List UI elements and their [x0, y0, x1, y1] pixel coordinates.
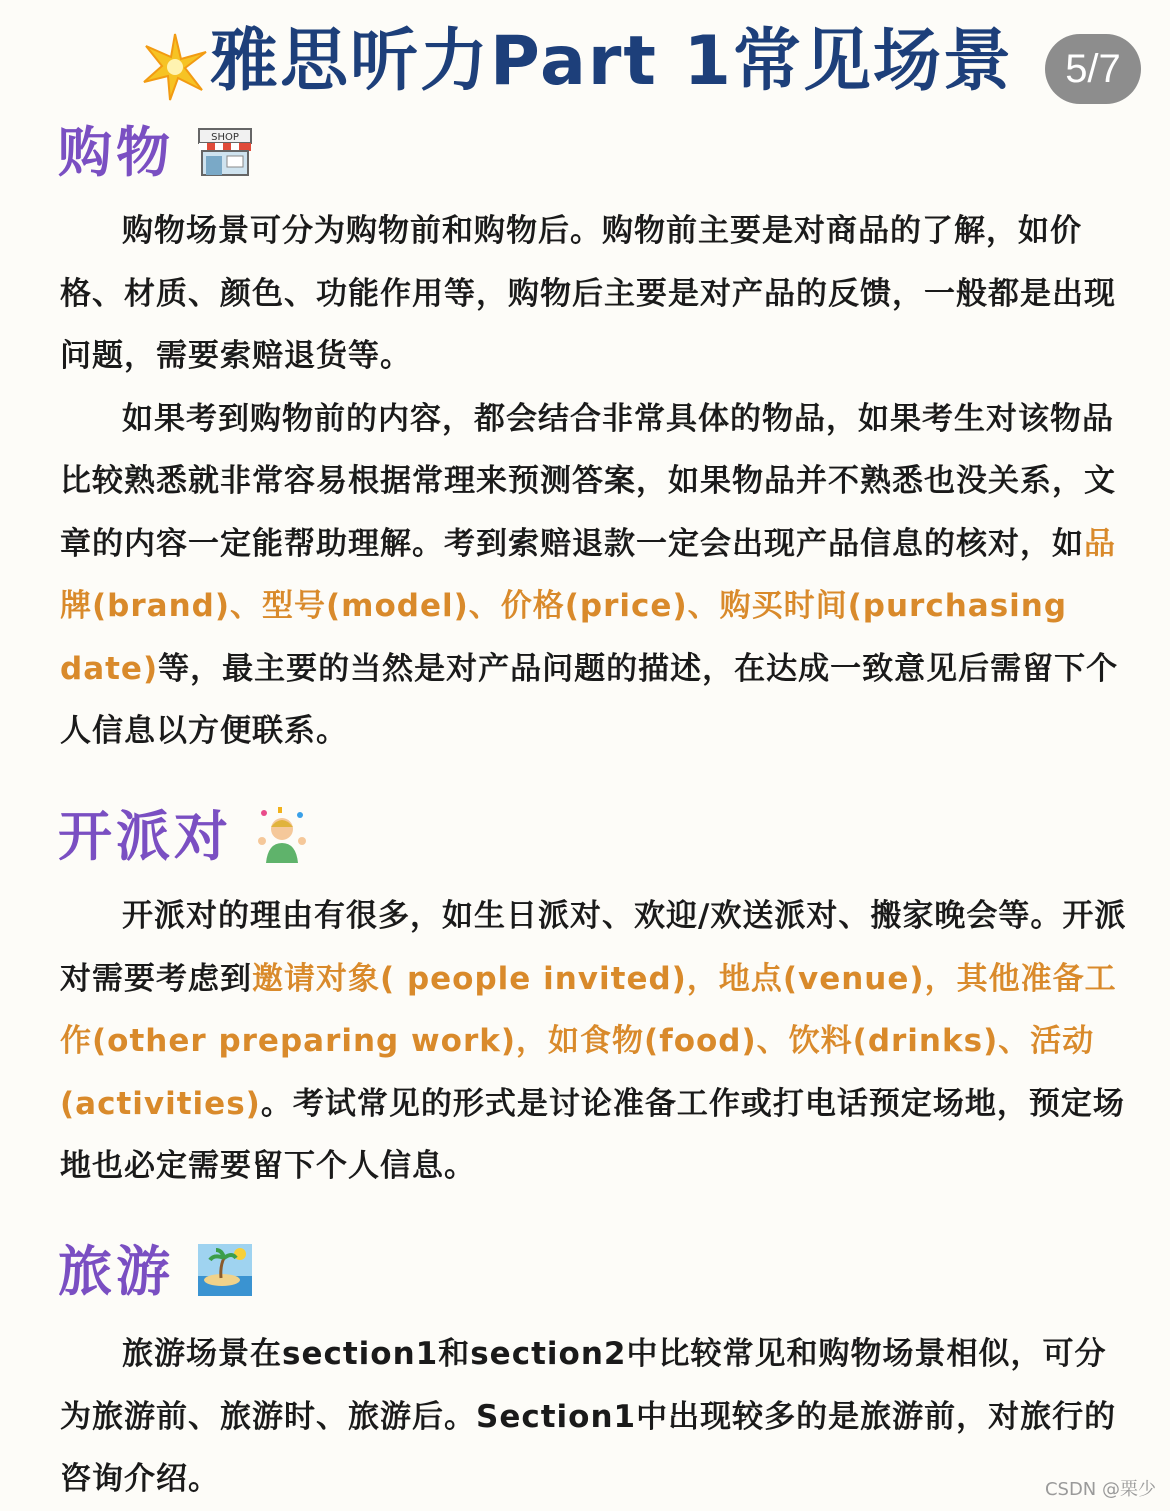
- shop-icon: [196, 123, 254, 183]
- section-title-party: 开派对: [58, 805, 232, 868]
- section-party-header: [58, 802, 310, 872]
- section-title-shopping: 购物: [58, 121, 174, 184]
- page-title: 雅思听力Part 1常见场景: [210, 22, 1013, 101]
- text-run: 开派对的理由有很多，如生日派对、欢迎/欢送派对、搬家晚会等。开派对需要考虑到: [60, 898, 1127, 997]
- svg-text:SHOP: SHOP: [211, 132, 239, 143]
- highlight-text: 品牌(brand)、型号(model)、价格(price)、购买时间(purchasing date): [60, 525, 1116, 687]
- paragraph: [60, 885, 1130, 1198]
- section-travel-body: [60, 1323, 1130, 1511]
- island-icon: [196, 1242, 254, 1302]
- paragraph: 旅游场景在section1和section2中比较常见和购物场景相似，可分为旅游前、旅游时、旅游后。Section1中出现较多的是旅游前，对旅行的咨询介绍。: [60, 1336, 1117, 1497]
- paragraph: 购物场景可分为购物前和购物后。购物前主要是对商品的了解，如价格、材质、颜色、功能作用等，购物后主要是对产品的反馈，一般都是出现问题，需要索赔退货等。: [60, 213, 1116, 374]
- text-run: 等，最主要的当然是对产品问题的描述，在达成一致意见后需留下个人信息以方便联系。: [60, 650, 1119, 749]
- section-shopping-header: [58, 118, 254, 188]
- highlight-text: 邀请对象( people invited)，地点(venue)，其他准备工作(other preparing work)，如食物(food)、饮料(drinks)、活动(activities): [60, 960, 1117, 1122]
- section-title-travel: 旅游: [58, 1240, 174, 1303]
- section-shopping-body: [60, 200, 1130, 763]
- header: [0, 12, 1170, 112]
- sparkle-star-icon: [140, 32, 210, 102]
- text-run: 如果考到购物前的内容，都会结合非常具体的物品，如果考生对该物品比较熟悉就非常容易根据常理来预测答案，如果物品并不熟悉也没关系，文章的内容一定能帮助理解。考到索赔退款一定会出现产品信息的核对，如: [60, 400, 1116, 562]
- watermark: CSDN @栗少: [1044, 1479, 1156, 1500]
- paragraph: [60, 388, 1130, 763]
- page-indicator-badge: 5/7: [1045, 34, 1141, 104]
- party-person-icon: [254, 805, 310, 869]
- section-party-body: [60, 885, 1130, 1198]
- text-run: 。考试常见的形式是讨论准备工作或打电话预定场地，预定场地也必定需要留下个人信息。: [60, 1085, 1125, 1184]
- section-travel-header: [58, 1237, 254, 1307]
